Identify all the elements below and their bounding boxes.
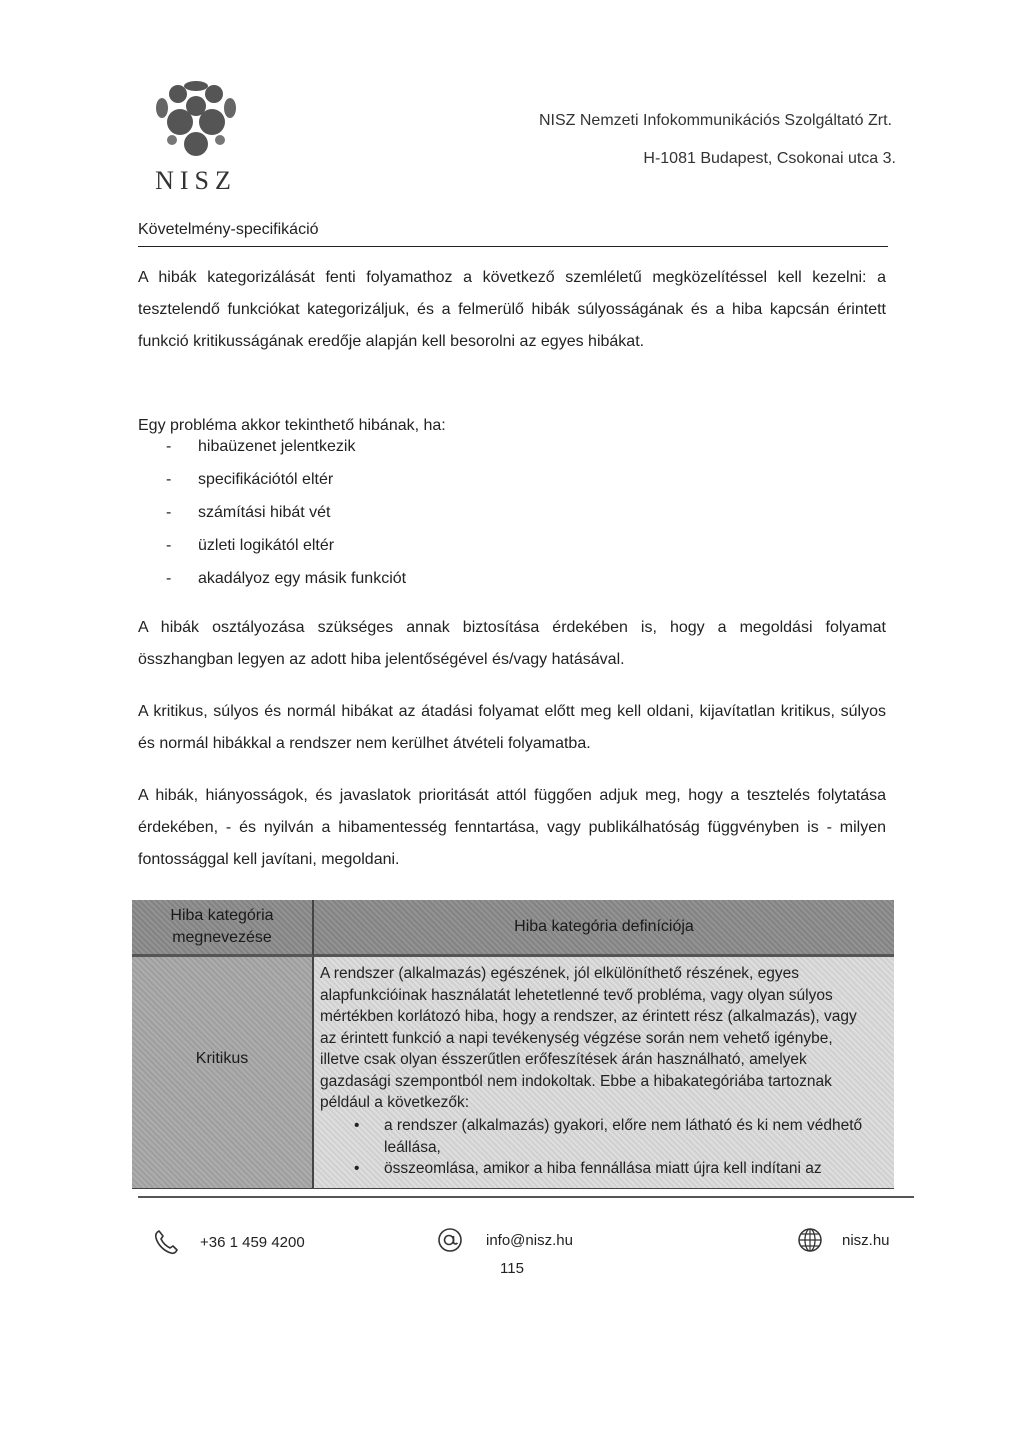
logo-text: NISZ	[155, 166, 237, 195]
page-number: 115	[500, 1260, 524, 1277]
paragraph-2: Egy probléma akkor tekinthető hibának, ha:	[138, 417, 446, 434]
table-header-category-name: Hiba kategória megnevezése	[132, 900, 314, 957]
list-item-text: akadályoz egy másik funkciót	[198, 570, 407, 587]
email-address: info@nisz.hu	[486, 1231, 573, 1249]
list-item-text: üzleti logikától eltér	[198, 537, 335, 554]
list-item	[320, 1158, 876, 1180]
paragraph-4: A kritikus, súlyos és normál hibákat az átadási folyamat előtt meg kell oldani, kijavítatlan kritikus, súlyos és normál hibákkal a rendszer nem kerülhet átvételi folyamatba.	[138, 703, 886, 752]
nisz-logo	[148, 78, 244, 198]
table-header-category-definition: Hiba kategória definíciója	[314, 900, 894, 957]
paragraph-3: A hibák osztályozása szükséges annak biztosítása érdekében is, hogy a megoldási folyamat összhangban legyen az adott hiba jelentőségével és/vagy hatásával.	[138, 619, 886, 668]
list-item-text: számítási hibát vét	[198, 504, 331, 521]
list-item	[166, 463, 766, 496]
footer-web	[796, 1226, 890, 1254]
header-divider	[138, 246, 888, 247]
category-label: Kritikus	[195, 1050, 249, 1067]
definition-examples-list	[320, 1115, 876, 1180]
dash-marker: -	[166, 504, 172, 521]
website: nisz.hu	[842, 1231, 890, 1249]
globe-icon	[796, 1226, 824, 1254]
at-sign-icon	[436, 1226, 464, 1254]
error-category-table	[132, 900, 894, 1188]
company-address: H-1081 Budapest, Csokonai utca 3.	[643, 150, 896, 167]
footer-rule	[138, 1197, 914, 1198]
table-bottom-edge	[132, 1188, 894, 1189]
bullet-dot-icon: •	[354, 1117, 360, 1134]
list-item	[166, 496, 766, 529]
footer-phone	[152, 1228, 305, 1256]
company-name: NISZ Nemzeti Infokommunikációs Szolgáltató Zrt.	[538, 112, 892, 129]
table-cell-category	[132, 957, 314, 1188]
dash-marker: -	[166, 471, 172, 488]
paragraph-1: A hibák kategorizálását fenti folyamathoz a következő szemléletű megközelítéssel kell kezelni: a tesztelendő funkciókat kategorizáljuk, és a felmerülő hibák súlyosságának és a hiba kapcsán érintett funkció kritikusságának eredője alapján kell besorolni az egyes hibákat.	[138, 269, 886, 350]
list-item-text: hibaüzenet jelentkezik	[198, 438, 356, 455]
error-criteria-list	[166, 430, 766, 595]
document-type: Követelmény-specifikáció	[138, 221, 319, 238]
dash-marker: -	[166, 570, 172, 587]
list-item-text: a rendszer (alkalmazás) gyakori, előre nem látható és ki nem védhető leállása,	[384, 1117, 863, 1156]
footer-email	[436, 1226, 573, 1254]
phone-icon	[152, 1228, 180, 1256]
definition-text: A rendszer (alkalmazás) egészének, jól elkülöníthető részének, egyes alapfunkcióinak használatát lehetetlenné tevő probléma, vagy olyan súlyos mértékben korlátozó hiba, hogy a rendszer, az érintett rész (alkalmazás), vagy az érintett funkció a napi tevékenység végzése során nem vehető igénybe, illetve csak olyan ésszerűtlen erőfeszítések árán használható, amelyek gazdasági szempontból nem indokoltak. Ebbe a hibakategóriába tartoznak például a következők:	[320, 965, 857, 1111]
list-item	[166, 430, 766, 463]
list-item-text: specifikációtól eltér	[198, 471, 334, 488]
list-item-text: összeomlása, amikor a hiba fennállása miatt újra kell indítani az	[384, 1160, 822, 1177]
bullet-dot-icon: •	[354, 1160, 360, 1177]
phone-number: +36 1 459 4200	[200, 1233, 305, 1251]
list-item	[166, 562, 766, 595]
table-cell-definition	[314, 957, 894, 1188]
dash-marker: -	[166, 537, 172, 554]
list-item	[166, 529, 766, 562]
list-item	[320, 1115, 876, 1158]
dash-marker: -	[166, 438, 172, 455]
logo-dots-icon	[148, 78, 244, 166]
paragraph-5: A hibák, hiányosságok, és javaslatok prioritását attól függően adjuk meg, hogy a tesztelés folytatása érdekében, - és nyilván a hibamentesség fenntartása, vagy publikálhatóság függvényben is - milyen fontossággal kell javítani, megoldani.	[138, 787, 886, 868]
